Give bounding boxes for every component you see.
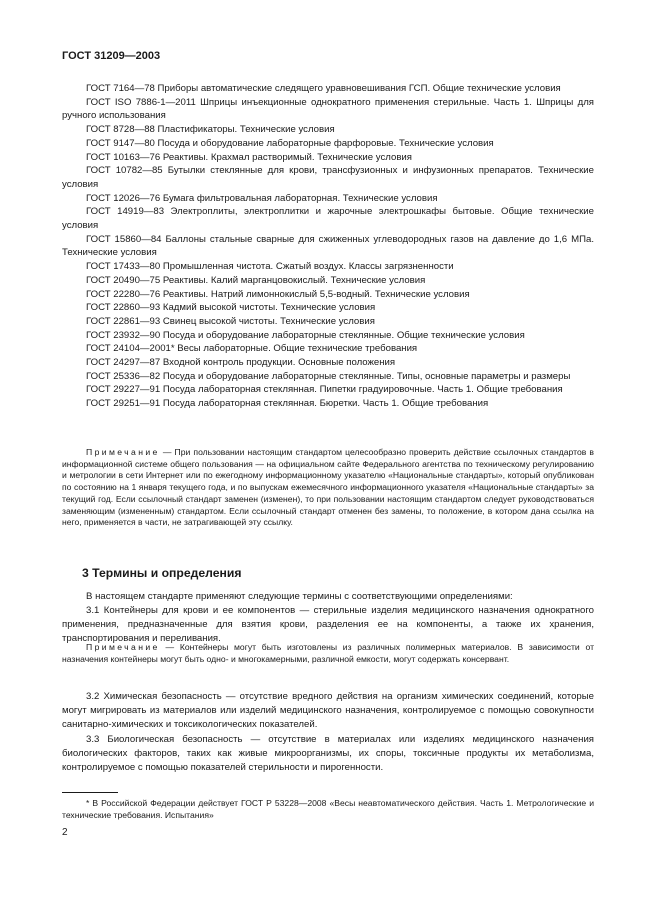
normative-references-list bbox=[62, 82, 594, 411]
reference-item: ГОСТ 29227—91 Посуда лабораторная стеклянная. Пипетки градуировочные. Часть 1. Общие требования bbox=[86, 384, 563, 396]
definition-3-3: 3.3 Биологическая безопасность — отсутствие в материалах или изделиях медицинского назначения биологических факторов, таких как живые микроорганизмы, их споры, токсичные продукты их метаболизма, контролируемое с помощью показателей стерильности и пирогенности. bbox=[62, 734, 594, 773]
page-number: 2 bbox=[62, 827, 68, 838]
footnote-separator bbox=[62, 792, 118, 793]
running-header: ГОСТ 31209—2003 bbox=[62, 50, 161, 62]
reference-item: ГОСТ 24297—87 Входной контроль продукции. Основные положения bbox=[86, 357, 396, 369]
reference-item: ГОСТ ISO 7886-1—2011 Шприцы инъекционные однократного применения стерильные. Часть 1. Шприцы для ручного использования bbox=[62, 96, 594, 122]
reference-item: ГОСТ 8728—88 Пластификаторы. Технические условия bbox=[86, 124, 335, 136]
section-intro: В настоящем стандарте применяют следующие термины с соответствующими определениями: bbox=[86, 591, 513, 602]
definition-note bbox=[62, 641, 594, 665]
reference-item: ГОСТ 14919—83 Электроплиты, электроплитки и жарочные электрошкафы бытовые. Общие технические условия bbox=[62, 206, 594, 232]
reference-item: ГОСТ 29251—91 Посуда лабораторная стеклянная. Бюретки. Часть 1. Общие требования bbox=[86, 398, 489, 410]
reference-item: ГОСТ 17433—80 Промышленная чистота. Сжатый воздух. Классы загрязненности bbox=[86, 261, 454, 273]
reference-item: ГОСТ 22860—93 Кадмий высокой чистоты. Технические условия bbox=[86, 302, 376, 314]
reference-item: ГОСТ 20490—75 Реактивы. Калий марганцовокислый. Технические условия bbox=[86, 274, 426, 286]
note-label: Примечание bbox=[86, 642, 160, 652]
reference-item: ГОСТ 10782—85 Бутылки стеклянные для крови, трансфузионных и инфузионных препаратов. Технические условия bbox=[62, 165, 594, 190]
reference-item: ГОСТ 25336—82 Посуда и оборудование лабораторные стеклянные. Типы, основные параметры и размеры bbox=[86, 370, 571, 382]
footnote: * В Российской Федерации действует ГОСТ Р 53228—2008 «Весы неавтоматического действия. Часть 1. Метрологические и технические требования. Испытания» bbox=[62, 798, 594, 820]
reference-item: ГОСТ 15860—84 Баллоны стальные сварные для сжиженных углеводородных газов на давление до 1,6 МПа. Технические условия bbox=[62, 233, 594, 259]
reference-item: ГОСТ 7164—78 Приборы автоматические следящего уравновешивания ГСП. Общие технические условия bbox=[86, 83, 561, 94]
definition-3-2: 3.2 Химическая безопасность — отсутствие вредного действия на организм химических соединений, которые могут мигрировать из материалов или изделий медицинского назначения, контролируемое с помощью совокупности санитарно-химических и токсикологических показателей. bbox=[62, 691, 594, 730]
definition-3-1: 3.1 Контейнеры для крови и ее компонентов — стерильные изделия медицинского назначения однократного применения, предназначенные для взятия крови, разделения ее на компоненты, а также их хранения, транспортирования и переливания. bbox=[62, 605, 594, 644]
reference-item: ГОСТ 10163—76 Реактивы. Крахмал растворимый. Технические условия bbox=[86, 151, 412, 163]
note-text: — Контейнеры могут быть изготовлены из различных полимерных материалов. В зависимости от назначения контейнеры могут быть одно- и многокамерными, различной емкости, могут содержать консервант. bbox=[62, 642, 595, 664]
reference-item: ГОСТ 24104—2001* Весы лабораторные. Общие технические требования bbox=[86, 343, 418, 355]
note-text: — При пользовании настоящим стандартом целесообразно проверить действие ссылочных стандартов в информационной системе общего пользования — на официальном сайте Федерального агентства по техническому регулированию и метрологии в сети Интернет или по ежегодному информационному указателю «Национальные стандарты», который опубликован по состоянию на 1 января текущего года, и по выпускам ежемесячного информационного указателя «Национальные стандарты» за текущий год. Если ссылочный стандарт заменен (изменен), то при пользовании настоящим стандартом следует руководствоваться заменяющим (измененным) стандартом. Если ссылочный стандарт отменен без замены, то положение, в котором дана ссылка на него, применяется в части, не затрагивающей эту ссылку. bbox=[62, 447, 594, 528]
reference-item: ГОСТ 23932—90 Посуда и оборудование лабораторные стеклянные. Общие технические условия bbox=[86, 329, 525, 341]
section-heading: 3 Термины и определения bbox=[82, 566, 242, 580]
reference-item: ГОСТ 22280—76 Реактивы. Натрий лимоннокислый 5,5-водный. Технические условия bbox=[86, 288, 470, 300]
note-label: Примечание bbox=[86, 447, 160, 457]
references-note bbox=[62, 447, 594, 529]
reference-item: ГОСТ 9147—80 Посуда и оборудование лабораторные фарфоровые. Технические условия bbox=[86, 137, 494, 149]
reference-item: ГОСТ 22861—93 Свинец высокой чистоты. Технические условия bbox=[86, 315, 375, 327]
reference-item: ГОСТ 12026—76 Бумага фильтровальная лабораторная. Технические условия bbox=[86, 192, 438, 204]
